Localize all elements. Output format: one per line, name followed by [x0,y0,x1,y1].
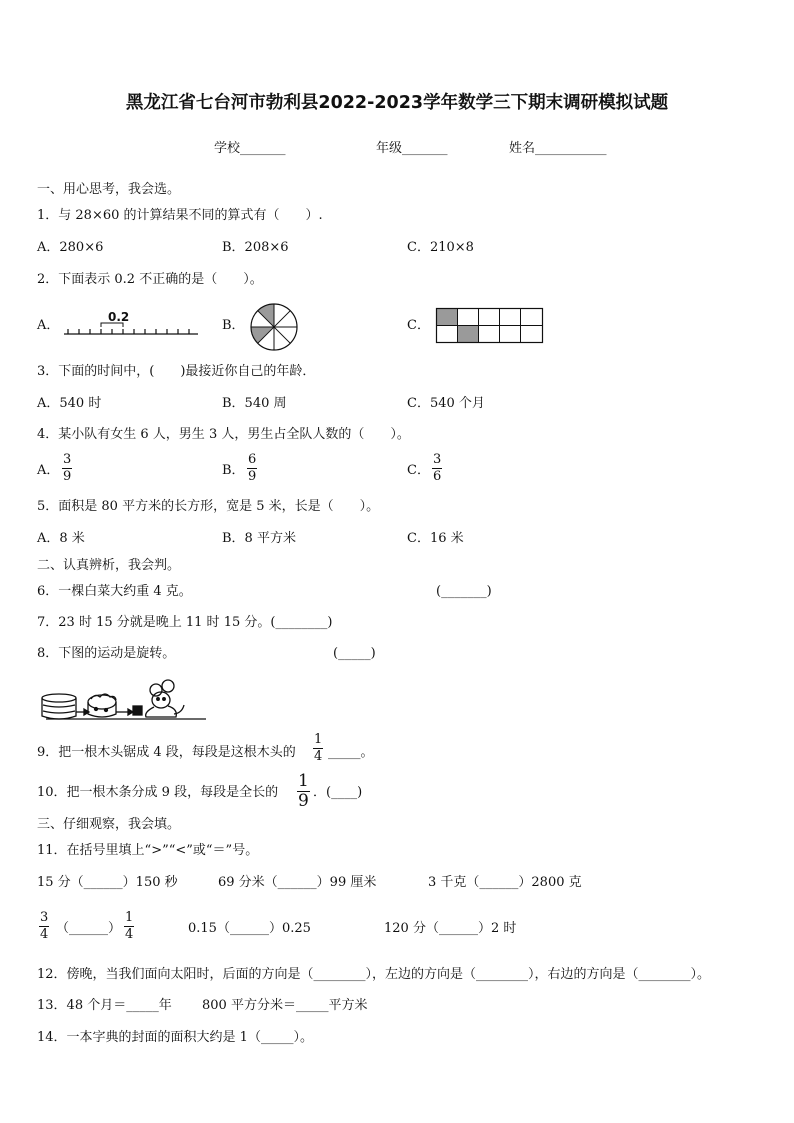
pie-circle-figure [249,302,299,352]
q11-compare-3[interactable]: 3 千克（______）2800 克 [428,875,582,890]
q2-option-b[interactable]: B． [222,318,245,333]
q4-c-denominator: 6 [433,469,442,484]
q12-stem[interactable]: 12．傍晚，当我们面向太阳时，后面的方向是（________），左边的方向是（________），右边的方向是（________）。 [37,967,711,982]
q11-left-denominator: 4 [40,927,49,942]
q3-option-a[interactable]: A．540 时 [37,396,102,411]
name-label: 姓名 [509,141,536,156]
school-field[interactable] [214,141,286,157]
school-blank: _______ [240,141,286,156]
q13-part-b[interactable]: 800 平方分米＝_____平方米 [202,998,368,1013]
q4-a-numerator: 3 [63,452,72,467]
q8-stem: 8．下图的运动是旋转。 [37,646,176,661]
q9-text: 9．把一根木头锯成 4 段，每段是这根木头的 [37,745,296,760]
name-blank: ___________ [535,141,607,156]
q10-denominator: 9 [298,791,309,811]
grade-field[interactable] [376,141,448,157]
q1-option-a[interactable]: A．280×6 [37,240,104,255]
q6-stem: 6．一棵白菜大约重 4 克。 [37,584,192,599]
q9-stem [37,745,296,761]
q5-option-b[interactable]: B．8 平方米 [222,531,296,546]
q9-numerator: 1 [314,732,323,747]
q11-compare-5[interactable]: 0.15（______）0.25 [188,921,311,936]
q11-left-numerator: 3 [40,910,49,925]
q4-fraction-a [62,452,72,485]
q11-compare-1[interactable]: 15 分（______）150 秒 [37,875,178,890]
section-1-heading: 一、用心思考，我会选。 [37,182,181,197]
q4-fraction-c [432,452,442,485]
q3-option-c[interactable]: C．540 个月 [407,396,485,411]
q3-stem: 3．下面的时间中，( )最接近你自己的年龄． [37,364,316,379]
q4-c-numerator: 3 [433,452,442,467]
rotation-motion-figure [40,676,208,722]
q4-option-a[interactable]: A． [37,463,60,478]
section-3-heading: 三、仔细观察，我会填。 [37,817,181,832]
q4-stem: 4．某小队有女生 6 人，男生 3 人，男生占全队人数的（ ）。 [37,427,410,442]
q10-answer-blank[interactable]: ．(____) [313,785,363,800]
section-2-heading: 二、认真辨析，我会判。 [37,558,181,573]
q4-fraction-b [247,452,257,485]
name-field[interactable] [509,141,607,157]
school-label: 学校 [214,141,241,156]
q11-compare-4-blank[interactable]: （______） [56,921,122,936]
q10-numerator: 1 [298,771,309,791]
number-line-figure [64,322,198,338]
q8-answer-blank[interactable]: (_____) [333,646,376,661]
q2-option-c[interactable]: C． [407,318,430,333]
q6-answer-blank[interactable]: (_______) [436,584,492,599]
q5-option-c[interactable]: C．16 米 [407,531,464,546]
q3-option-b[interactable]: B．540 周 [222,396,287,411]
q9-fraction [313,732,323,765]
grade-blank: _______ [402,141,448,156]
q2-stem: 2．下面表示 0.2 不正确的是（ ）。 [37,272,263,287]
q11-fraction-right [124,910,134,943]
q1-stem: 1．与 28×60 的计算结果不同的算式有（ ）. [37,208,323,223]
q11-stem: 11．在括号里填上“>”“<”或“＝”号。 [37,843,259,858]
q9-answer-blank[interactable]: _____。 [328,745,374,760]
q5-stem: 5．面积是 80 平方米的长方形，宽是 5 米，长是（ ）。 [37,499,380,514]
q4-a-denominator: 9 [63,469,72,484]
q11-compare-2[interactable]: 69 分米（______）99 厘米 [218,875,377,890]
q7-stem: 7．23 时 15 分就是晚上 11 时 15 分。(________) [37,615,333,630]
q1-option-b[interactable]: B．208×6 [222,240,289,255]
q4-b-numerator: 6 [248,452,257,467]
ruler-label: 0.2 [108,310,130,324]
grade-label: 年级 [376,141,403,156]
q4-option-c[interactable]: C． [407,463,430,478]
q9-denominator: 4 [314,749,323,764]
q11-right-numerator: 1 [125,910,134,925]
q5-option-a[interactable]: A．8 米 [37,531,85,546]
q10-fraction [297,772,310,811]
q11-right-denominator: 4 [125,927,134,942]
q11-fraction-left [39,910,49,943]
q14-stem[interactable]: 14．一本字典的封面的面积大约是 1（_____）。 [37,1030,313,1045]
page-title: 黑龙江省七台河市勃利县2022-2023学年数学三下期末调研模拟试题 [125,93,669,113]
q13-part-a[interactable]: 13．48 个月＝_____年 [37,998,172,1013]
q1-option-c[interactable]: C．210×8 [407,240,474,255]
q10-text: 10．把一根木条分成 9 段，每段是全长的 [37,785,279,800]
q2-option-a[interactable]: A． [37,318,60,333]
q4-option-b[interactable]: B． [222,463,245,478]
q11-compare-6[interactable]: 120 分（______）2 时 [384,921,517,936]
q4-b-denominator: 9 [248,469,257,484]
grid-figure [436,308,543,343]
